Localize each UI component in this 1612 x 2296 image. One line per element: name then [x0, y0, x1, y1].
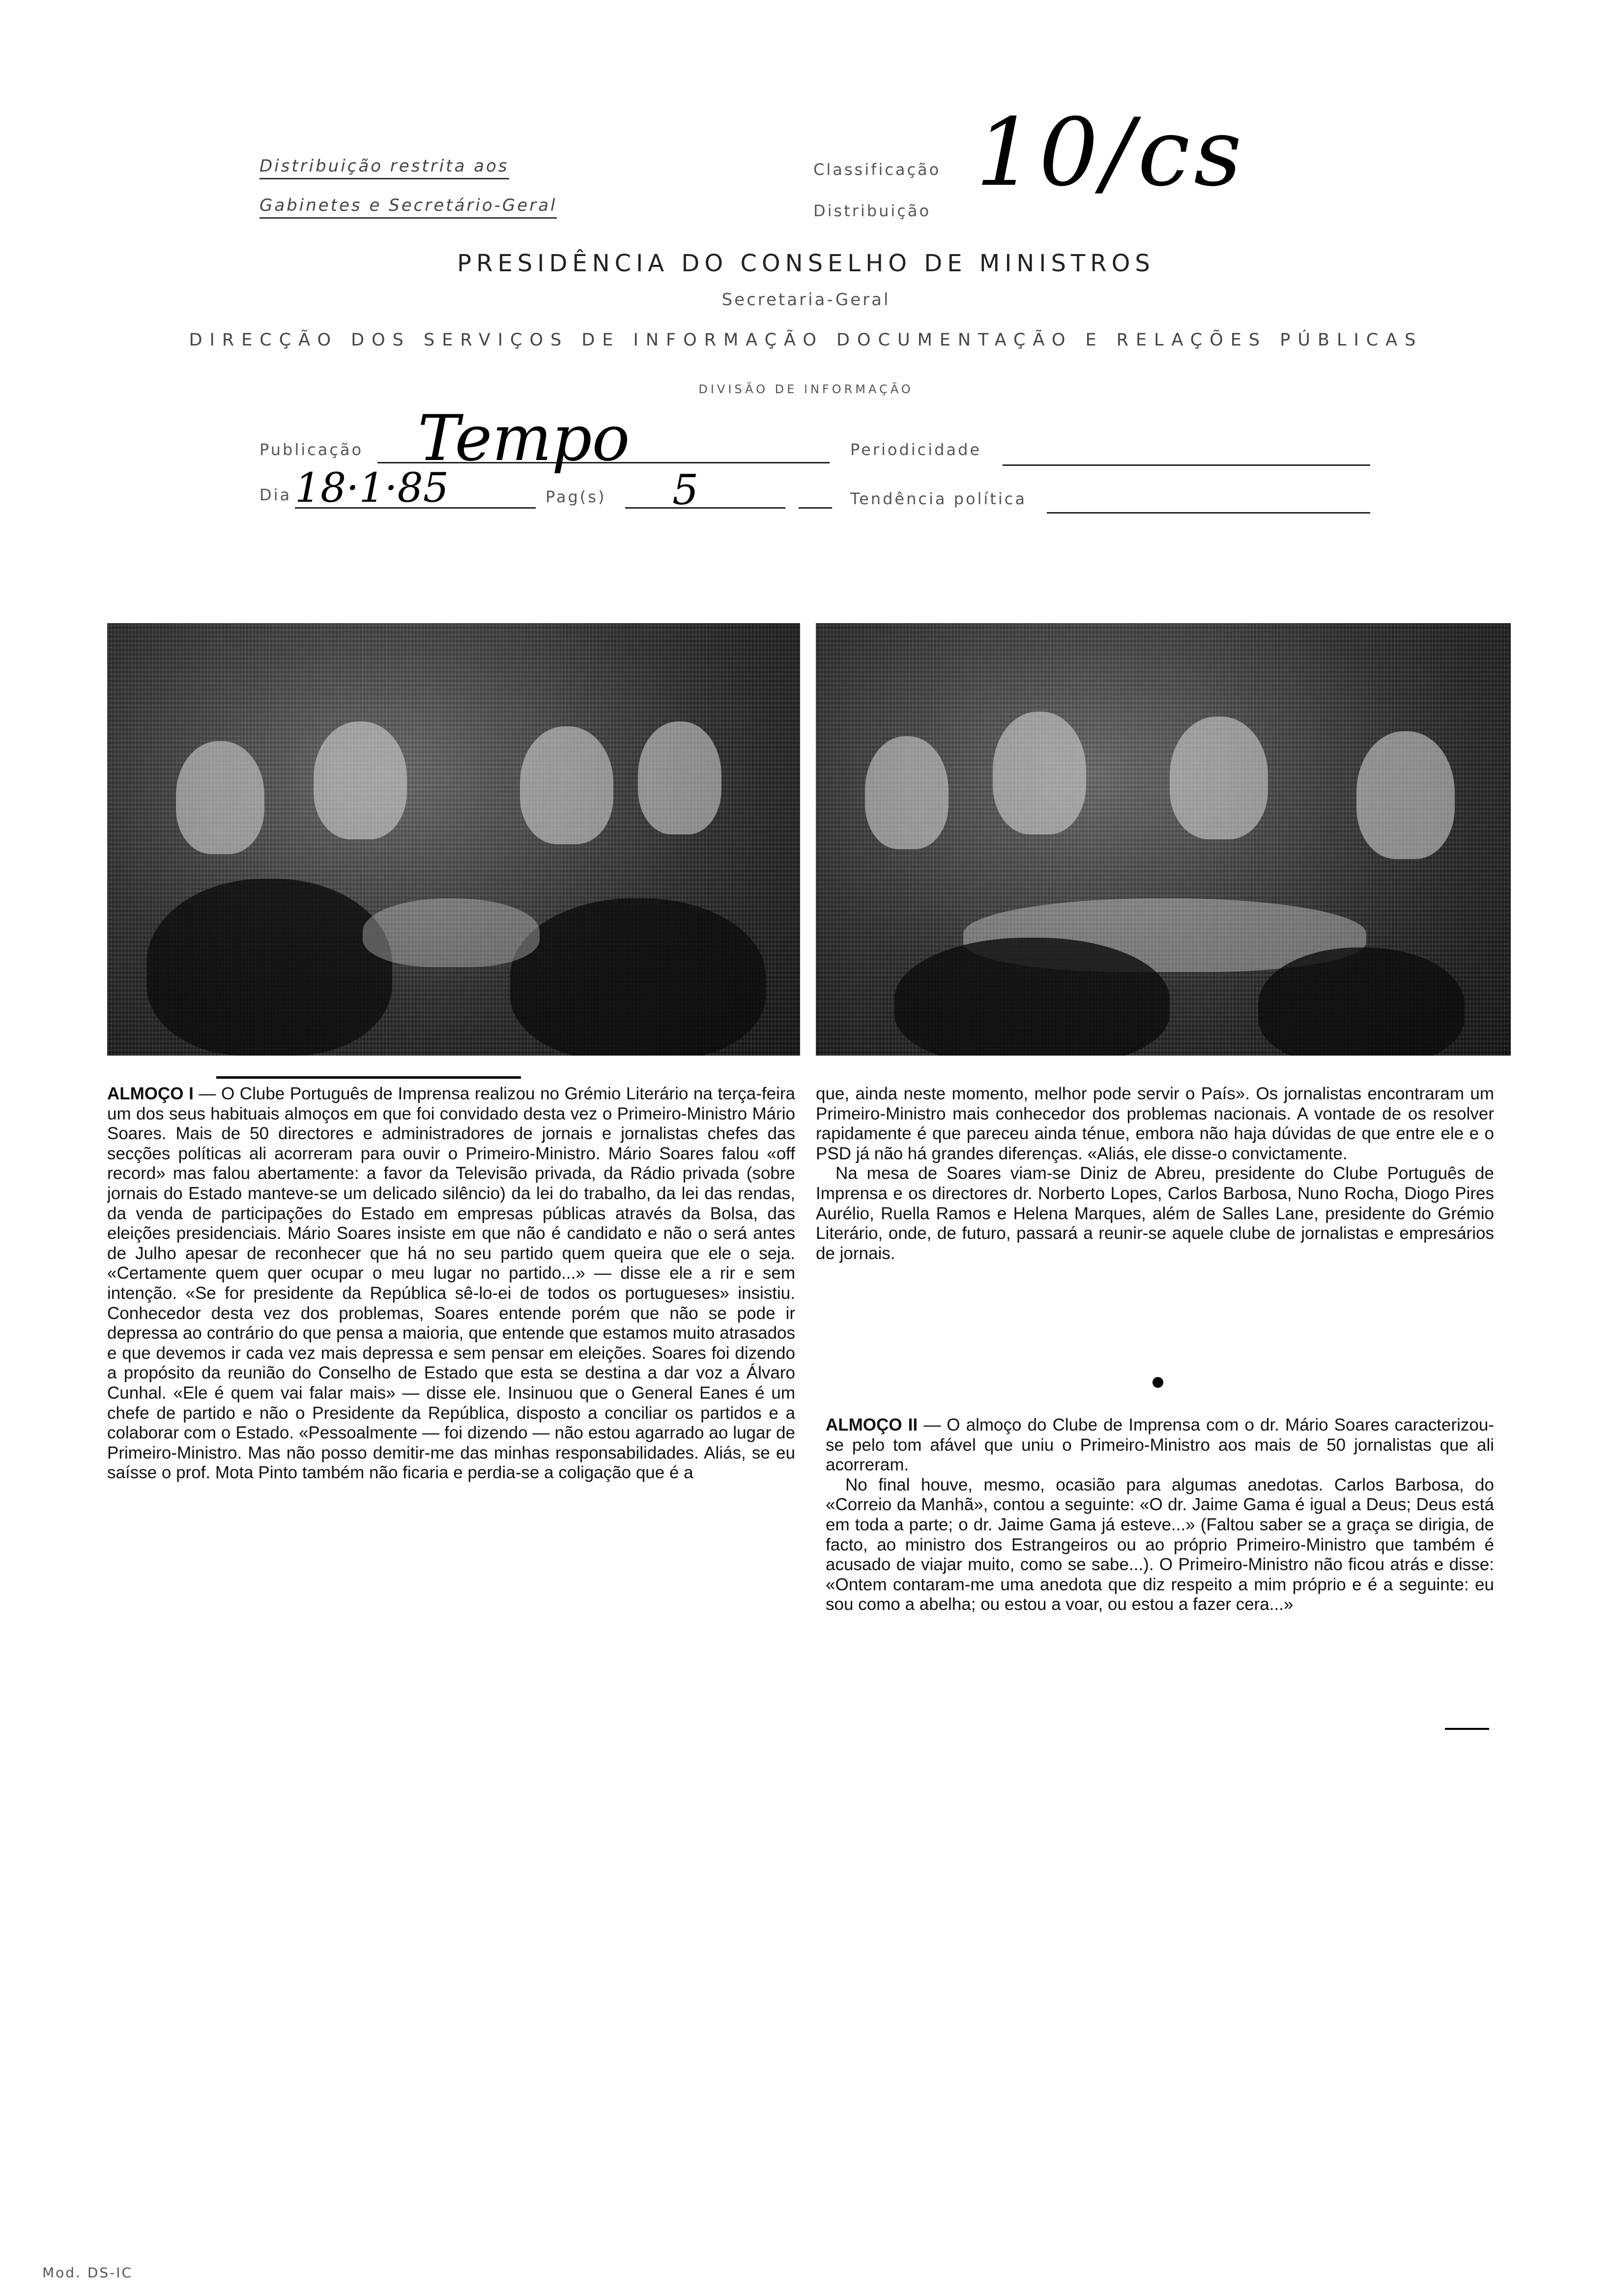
distribution-label: Distribuição: [813, 201, 931, 220]
pages-field-line: [625, 507, 785, 509]
form-code: Mod. DS-IC: [42, 2265, 133, 2281]
secretariat-title: Secretaria-Geral: [721, 290, 891, 310]
article-right-column-bottom: [826, 1415, 1494, 1730]
periodicity-field-line: [1003, 464, 1370, 466]
handwritten-classification-mark: 10/cs: [976, 98, 1246, 207]
date-label: Dia: [259, 486, 292, 504]
periodicity-label: Periodicidade: [850, 440, 982, 459]
article-left-column: [107, 1084, 795, 1743]
organization-title: PRESIDÊNCIA DO CONSELHO DE MINISTROS: [457, 250, 1155, 277]
directorate-title: DIRECÇÃO DOS SERVIÇOS DE INFORMAÇÃO DOCUMENTAÇÃO E RELAÇÕES PÚBLICAS: [189, 330, 1423, 350]
article-paragraph: No final houve, mesmo, ocasião para algumas anedotas. Carlos Barbosa, do «Correio da Manhã», contou a seguinte: «O dr. Jaime Gama é igual a Deus; Deus está em toda a parte; o dr. Jaime Gama já esteve...» (Faltou saber se a graça se dirigia, de facto, ao ministro dos Estrangeiros ou ao próprio Primeiro-Ministro que também é acusado de viajar muito, como se sabe...). O Primeiro-Ministro não ficou atrás e disse: «Ontem contaram-me uma anedota que diz respeito a mim próprio e é a seguinte: eu sou como a abelha; ou estou a voar, ou estou a fazer cera...»: [826, 1475, 1494, 1614]
pages-label: Pag(s): [546, 488, 606, 506]
division-title: DIVISÃO DE INFORMAÇÃO: [698, 382, 914, 396]
photo-left-crop-mark: [216, 1042, 521, 1079]
date-value: 18·1·85: [295, 465, 449, 512]
article-paragraph: — O Clube Português de Imprensa realizou no Grémio Literário na terça-feira um dos seus habituais almoços em que foi convidado desta vez o Primeiro-Ministro Mário Soares. Mais de 50 directores e administradores de jornais e jornalistas chefes das secções políticas ali acorreram para ouvir o Primeiro-Ministro. Mário Soares falou «off record» mas falou abertamente: a favor da Televisão privada, da Rádio privada (sobre jornais do Estado manteve-se um delicado silêncio) da lei do trabalho, da lei das rendas, da venda de participações do Estado em empresas públicas através da Bolsa, das eleições presidenciais. Mário Soares insiste em que não é candidato e não o será antes de Julho apesar de reconhecer que há no seu partido quem queira que ele o seja. «Certamente quem quer ocupar o meu lugar no partido...» — disse ele a rir e sem intenção. «Se for presidente da República sê-lo-ei de todos os portugueses» insistiu. Conhecedor desta vez dos problemas, Soares entende porém que não se pode ir depressa ao contrário do que pensa a maioria, que entende que estamos muito atrasados e que devemos ir cada vez mais depressa e sem pensar em eleições. Soares foi dizendo a propósito da reunião do Conselho de Estado que esta se destina a dar voz a Álvaro Cunhal. «Ele é quem vai falar mais» — disse ele. Insinuou que o General Eanes é um chefe de partido e não o Presidente da República, disposto a conciliar os partidos e a colaborar com o Estado. «Pessoalmente — foi dizendo — não estou agarrado ao lugar de Primeiro-Ministro. Mas não posso demitir-me das minhas responsabilidades. Aliás, se eu saísse o prof. Mota Pinto também não ficaria e perdia-se a coligação que é a: [107, 1084, 795, 1483]
publication-value: Tempo: [418, 402, 630, 475]
article-lead-almoco-2: ALMOÇO II: [826, 1415, 918, 1435]
pages-field-line-2: [799, 507, 832, 509]
pages-value: 5: [672, 466, 699, 514]
article-paragraph: Na mesa de Soares viam-se Diniz de Abreu, presidente do Clube Português de Imprensa e os directores dr. Norberto Lopes, Carlos Barbosa, Nuno Rocha, Diogo Pires Aurélio, Ruella Ramos e Helena Marques, além de Salles Lane, presidente do Grémio Literário, onde, de futuro, passará a reunir-se aquele clube de jornalistas e empresários de jornais.: [816, 1164, 1494, 1263]
article-paragraph: — O almoço do Clube de Imprensa com o dr. Mário Soares caracterizou-se pelo tom afável que uniu o Primeiro-Ministro aos mais de 50 jornalistas que ali acorreram.: [826, 1415, 1494, 1475]
distribution-note-line2: Gabinetes e Secretário-Geral: [259, 196, 557, 219]
classification-label: Classificação: [813, 160, 941, 179]
separator-dot: [1152, 1377, 1163, 1388]
political-tendency-label: Tendência política: [850, 489, 1027, 508]
article-right-column-top: [816, 1084, 1494, 1379]
article-lead-almoco-1: ALMOÇO I: [107, 1084, 194, 1103]
article-end-mark: [1445, 1728, 1489, 1730]
distribution-note-line1: Distribuição restrita aos: [259, 156, 509, 179]
article-paragraph: que, ainda neste momento, melhor pode servir o País». Os jornalistas encontraram um Primeiro-Ministro mais conhecedor dos problemas nacionais. A vontade de os resolver rapidamente é que pareceu ainda ténue, embora não haja dúvidas de que entre ele e o PSD já não há grandes diferenças. «Aliás, ele disse-o convictamente.: [816, 1084, 1494, 1163]
publication-label: Publicação: [259, 440, 364, 459]
photo-left: [107, 623, 800, 1056]
photo-right: [816, 623, 1511, 1056]
political-tendency-field-line: [1047, 512, 1370, 514]
